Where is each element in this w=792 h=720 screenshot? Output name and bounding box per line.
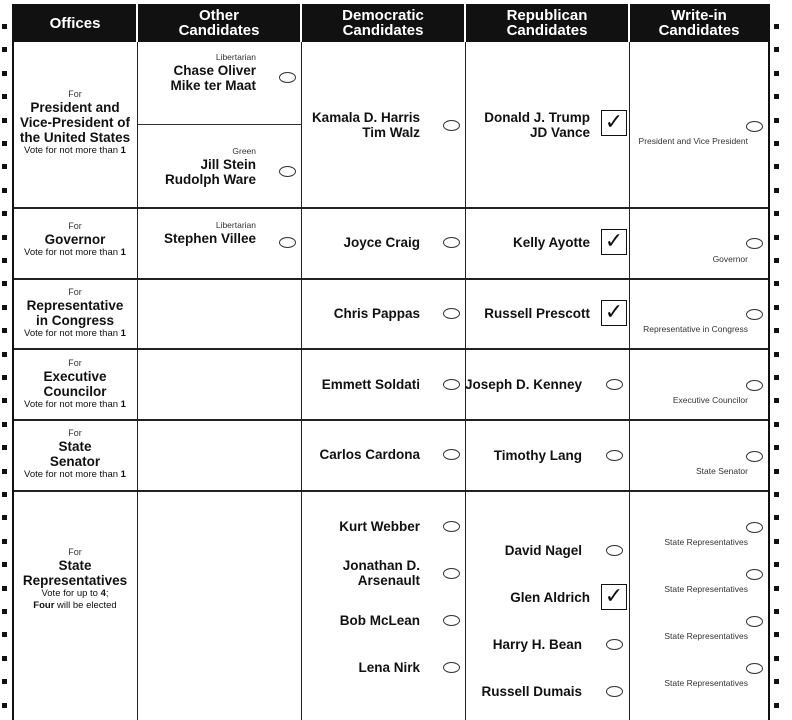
timing-mark bbox=[2, 375, 7, 380]
timing-mark bbox=[774, 656, 779, 661]
office-governor: For Governor Vote for not more than 1 bbox=[24, 221, 126, 258]
timing-mark bbox=[774, 258, 779, 263]
candidate-green-president: Green Jill Stein Rudolph Ware bbox=[165, 146, 256, 187]
writein-label: Governor bbox=[712, 254, 748, 264]
writein-label: Executive Councilor bbox=[672, 395, 748, 405]
vote-oval[interactable] bbox=[443, 521, 460, 532]
candidate-rep-president: Donald J. Trump JD Vance bbox=[484, 110, 590, 140]
writein-oval[interactable] bbox=[746, 380, 763, 391]
writein-oval[interactable] bbox=[746, 451, 763, 462]
timing-mark bbox=[774, 609, 779, 614]
timing-mark bbox=[774, 235, 779, 240]
ballot bbox=[12, 4, 770, 720]
vote-oval[interactable] bbox=[606, 379, 623, 390]
timing-mark bbox=[774, 492, 779, 497]
timing-mark bbox=[774, 47, 779, 52]
candidate-dem-governor: Joyce Craig bbox=[343, 235, 420, 250]
row-divider bbox=[14, 490, 768, 492]
vote-oval[interactable] bbox=[279, 166, 296, 177]
writein-label: Representative in Congress bbox=[643, 324, 748, 334]
timing-mark bbox=[774, 398, 779, 403]
writein-label: State Representatives bbox=[664, 537, 748, 547]
timing-mark bbox=[774, 188, 779, 193]
candidate-dem-president: Kamala D. Harris Tim Walz bbox=[311, 110, 420, 140]
timing-mark bbox=[2, 188, 7, 193]
timing-mark bbox=[2, 703, 7, 708]
timing-mark bbox=[774, 422, 779, 427]
timing-mark bbox=[2, 47, 7, 52]
checkmark-icon[interactable]: ✓ bbox=[601, 584, 627, 610]
writein-oval[interactable] bbox=[746, 522, 763, 533]
timing-mark bbox=[2, 398, 7, 403]
timing-mark bbox=[774, 469, 779, 474]
writein-label: President and Vice President bbox=[638, 136, 748, 146]
column-divider bbox=[301, 42, 302, 720]
writein-label: State Senator bbox=[696, 466, 748, 476]
vote-oval[interactable] bbox=[279, 237, 296, 248]
header-other: Other Candidates bbox=[138, 4, 302, 42]
timing-mark bbox=[774, 328, 779, 333]
row-divider bbox=[14, 419, 768, 421]
timing-mark bbox=[2, 258, 7, 263]
candidate-dem-congress: Chris Pappas bbox=[333, 306, 420, 321]
timing-mark bbox=[2, 609, 7, 614]
header-offices: Offices bbox=[14, 4, 138, 42]
vote-oval[interactable] bbox=[443, 568, 460, 579]
vote-oval[interactable] bbox=[606, 686, 623, 697]
timing-mark bbox=[2, 235, 7, 240]
timing-mark bbox=[774, 562, 779, 567]
candidate-dem-staterep: Jonathan D. Arsenault bbox=[342, 558, 420, 588]
timing-mark bbox=[2, 164, 7, 169]
row-divider bbox=[14, 207, 768, 209]
writein-label: State Representatives bbox=[664, 631, 748, 641]
checkmark-icon[interactable]: ✓ bbox=[601, 110, 627, 136]
timing-mark bbox=[774, 586, 779, 591]
timing-mark bbox=[774, 94, 779, 99]
timing-mark bbox=[774, 539, 779, 544]
timing-mark bbox=[774, 281, 779, 286]
timing-mark bbox=[2, 679, 7, 684]
office-state-reps: For State Representatives Vote for up to 4; Four will be elected bbox=[22, 547, 128, 611]
timing-mark bbox=[774, 305, 779, 310]
candidate-dem-staterep: Lena Nirk bbox=[358, 660, 420, 675]
vote-oval[interactable] bbox=[443, 662, 460, 673]
candidate-rep-governor: Kelly Ayotte bbox=[512, 235, 590, 250]
candidate-dem-staterep: Bob McLean bbox=[339, 613, 420, 628]
candidate-rep-staterep: Russell Dumais bbox=[481, 684, 582, 699]
office-congress: For Representative in Congress Vote for not more than 1 bbox=[24, 287, 126, 339]
column-divider bbox=[137, 42, 138, 720]
writein-oval[interactable] bbox=[746, 238, 763, 249]
writein-label: State Representatives bbox=[664, 584, 748, 594]
column-divider bbox=[629, 42, 630, 720]
timing-mark bbox=[2, 539, 7, 544]
candidate-rep-councilor: Joseph D. Kenney bbox=[464, 377, 582, 392]
timing-mark bbox=[2, 492, 7, 497]
timing-mark bbox=[2, 94, 7, 99]
office-councilor: For Executive Councilor Vote for not more than 1 bbox=[24, 358, 126, 410]
timing-mark bbox=[774, 703, 779, 708]
timing-mark bbox=[774, 118, 779, 123]
vote-oval[interactable] bbox=[606, 450, 623, 461]
writein-label: State Representatives bbox=[664, 678, 748, 688]
vote-oval[interactable] bbox=[443, 379, 460, 390]
timing-mark bbox=[2, 469, 7, 474]
timing-mark bbox=[774, 352, 779, 357]
timing-mark bbox=[2, 656, 7, 661]
timing-mark bbox=[774, 24, 779, 29]
timing-mark bbox=[774, 211, 779, 216]
candidate-dem-councilor: Emmett Soldati bbox=[321, 377, 420, 392]
checkmark-icon[interactable]: ✓ bbox=[601, 229, 627, 255]
vote-oval[interactable] bbox=[606, 545, 623, 556]
vote-oval[interactable] bbox=[443, 120, 460, 131]
timing-mark bbox=[774, 632, 779, 637]
writein-oval[interactable] bbox=[746, 121, 763, 132]
timing-mark bbox=[774, 375, 779, 380]
ballot-header bbox=[14, 4, 768, 42]
header-democratic: Democratic Candidates bbox=[302, 4, 466, 42]
row-divider bbox=[14, 278, 768, 280]
timing-mark bbox=[2, 328, 7, 333]
timing-mark bbox=[774, 679, 779, 684]
office-senator: For State Senator Vote for not more than 1 bbox=[24, 428, 126, 480]
timing-mark bbox=[2, 445, 7, 450]
candidate-rep-staterep: David Nagel bbox=[504, 543, 582, 558]
vote-oval[interactable] bbox=[443, 308, 460, 319]
timing-mark bbox=[2, 515, 7, 520]
candidate-dem-staterep: Kurt Webber bbox=[339, 519, 420, 534]
vote-oval[interactable] bbox=[279, 72, 296, 83]
candidate-rep-congress: Russell Prescott bbox=[484, 306, 590, 321]
timing-mark bbox=[774, 71, 779, 76]
other-divider bbox=[138, 124, 301, 125]
checkmark-icon[interactable]: ✓ bbox=[601, 300, 627, 326]
timing-mark bbox=[2, 24, 7, 29]
timing-mark bbox=[2, 211, 7, 216]
writein-oval[interactable] bbox=[746, 616, 763, 627]
timing-mark bbox=[2, 352, 7, 357]
timing-mark bbox=[2, 281, 7, 286]
timing-mark bbox=[774, 164, 779, 169]
timing-mark bbox=[2, 118, 7, 123]
timing-mark bbox=[2, 422, 7, 427]
header-republican: Republican Candidates bbox=[466, 4, 630, 42]
timing-mark bbox=[774, 515, 779, 520]
writein-oval[interactable] bbox=[746, 663, 763, 674]
timing-mark bbox=[774, 445, 779, 450]
candidate-dem-senator: Carlos Cardona bbox=[319, 447, 420, 462]
candidate-rep-senator: Timothy Lang bbox=[493, 448, 582, 463]
timing-mark bbox=[2, 305, 7, 310]
writein-oval[interactable] bbox=[746, 569, 763, 580]
timing-mark bbox=[2, 586, 7, 591]
candidate-libertarian-governor: Libertarian Stephen Villee bbox=[163, 220, 256, 246]
vote-oval[interactable] bbox=[606, 639, 623, 650]
vote-oval[interactable] bbox=[443, 615, 460, 626]
office-president: For President and Vice-President of the United States Vote for not more than 1 bbox=[19, 89, 131, 156]
writein-oval[interactable] bbox=[746, 309, 763, 320]
timing-mark bbox=[2, 141, 7, 146]
vote-oval[interactable] bbox=[443, 237, 460, 248]
row-divider bbox=[14, 348, 768, 350]
timing-mark bbox=[2, 632, 7, 637]
candidate-rep-staterep: Glen Aldrich bbox=[510, 590, 590, 605]
header-writein: Write-in Candidates bbox=[658, 7, 740, 39]
timing-mark bbox=[2, 562, 7, 567]
candidate-libertarian-president: Libertarian Chase Oliver Mike ter Maat bbox=[170, 52, 256, 93]
timing-mark bbox=[2, 71, 7, 76]
timing-mark bbox=[774, 141, 779, 146]
vote-oval[interactable] bbox=[443, 449, 460, 460]
candidate-rep-staterep: Harry H. Bean bbox=[492, 637, 582, 652]
